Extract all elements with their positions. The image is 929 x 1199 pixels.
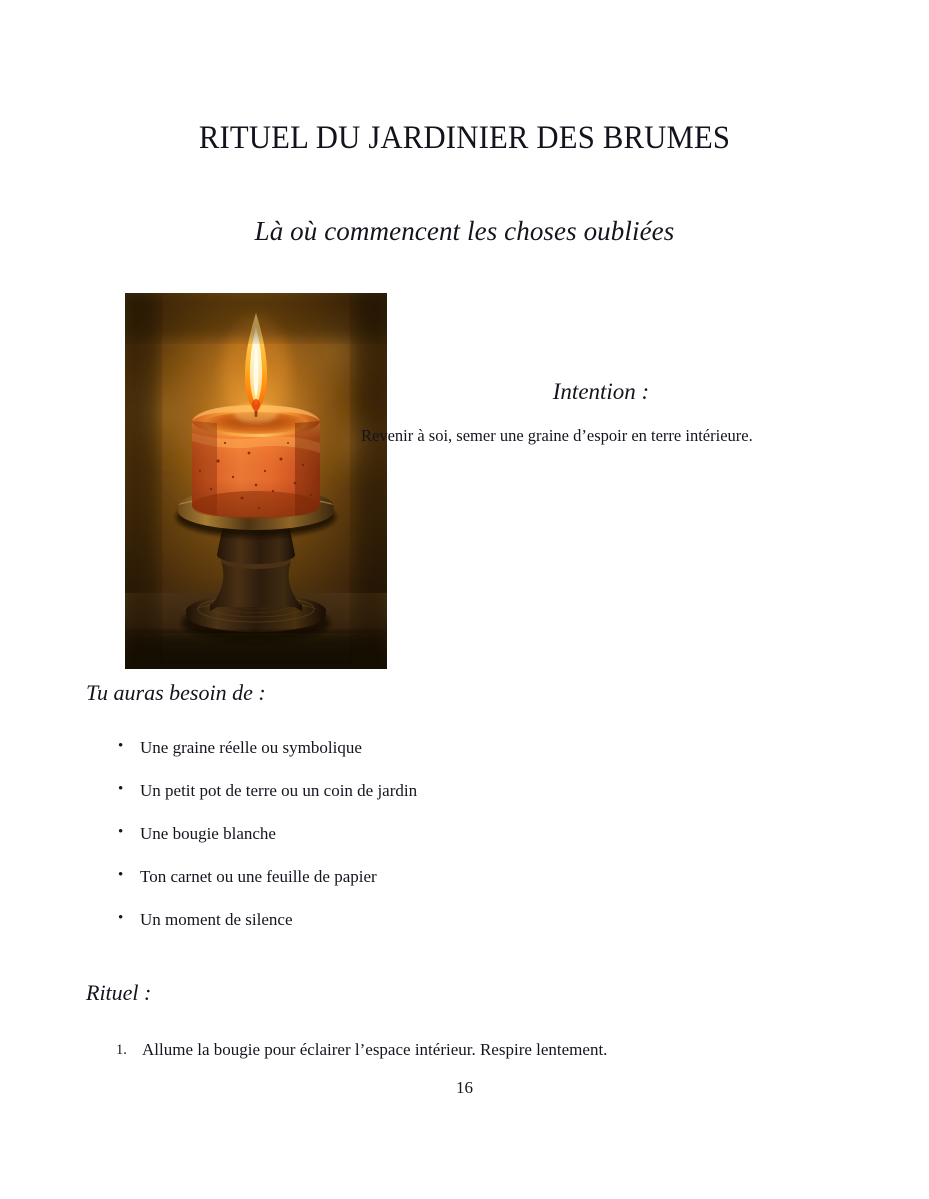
ritual-steps-list [116, 1038, 836, 1080]
page-title: RITUEL DU JARDINIER DES BRUMES [198, 120, 731, 157]
list-item: • Une graine réelle ou symbolique [118, 736, 818, 759]
candle-image [125, 293, 387, 669]
list-item: • Un moment de silence [118, 908, 818, 931]
list-item: • Un petit pot de terre ou un coin de jardin [118, 779, 818, 802]
list-item: • Ton carnet ou une feuille de papier [118, 865, 818, 888]
needs-list [118, 736, 818, 951]
page-subtitle: Là où commencent les choses oubliées [254, 216, 675, 247]
list-item: Allume la bougie pour éclairer l’espace intérieur. Respire lentement. [142, 1040, 608, 1059]
intention-heading: Intention : [552, 379, 650, 404]
needs-heading: Tu auras besoin de : [86, 680, 266, 705]
list-item: • Une bougie blanche [118, 822, 818, 845]
intention-text: Revenir à soi, semer une graine d’espoir en terre intérieure. [361, 426, 753, 445]
ritual-heading: Rituel : [86, 980, 152, 1005]
page-number: 16 [456, 1078, 473, 1097]
